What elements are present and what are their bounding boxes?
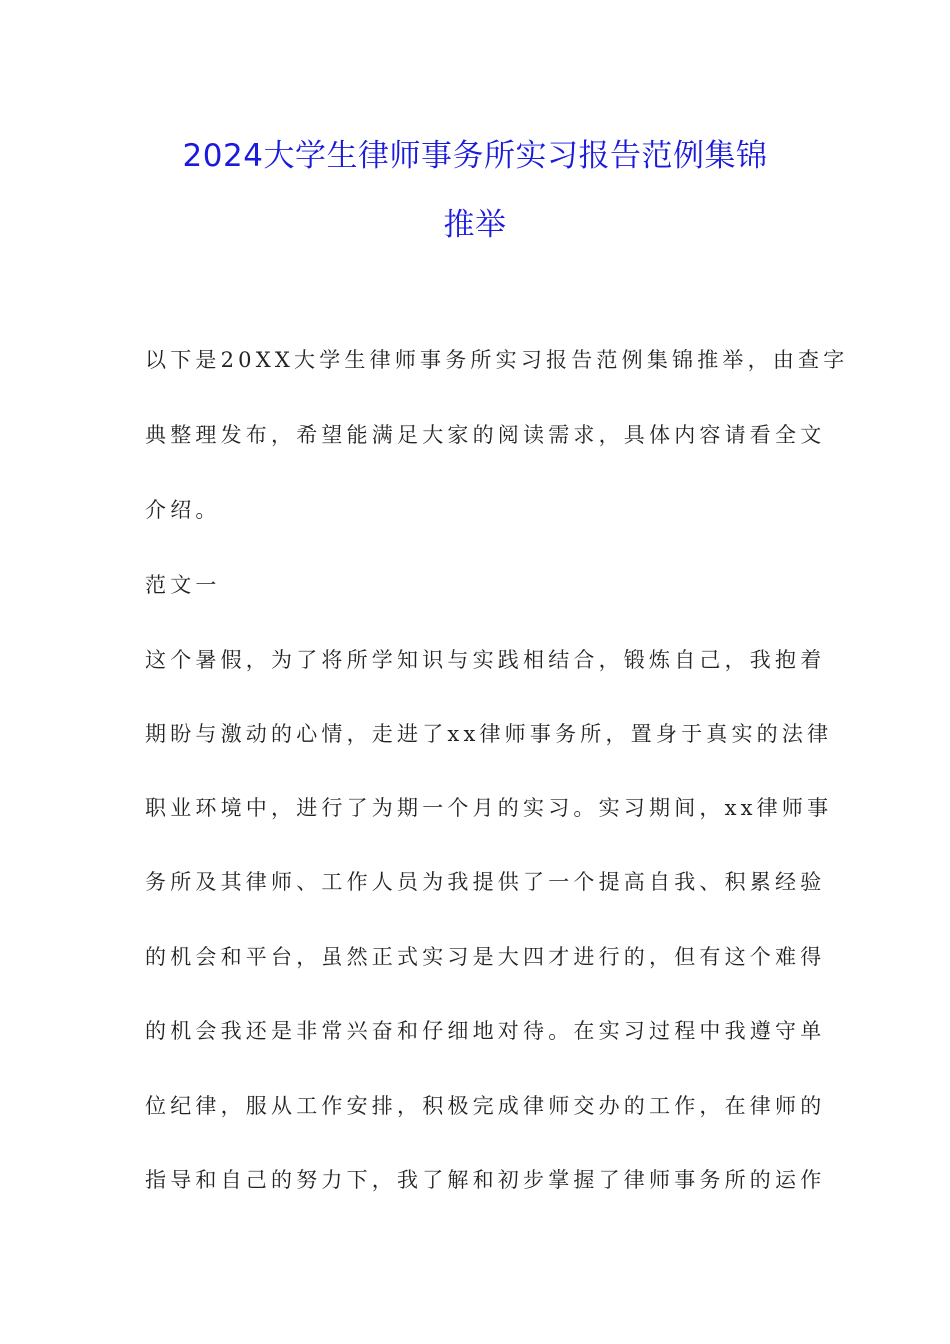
document-title-line-2: 推举 [443,207,507,243]
paragraph-line-5: 的机会和平台，虽然正式实习是大四才进行的，但有这个难得 [145,945,826,969]
paragraph-line-8: 指导和自己的努力下，我了解和初步掌握了律师事务所的运作 [145,1168,826,1192]
paragraph-line-7: 位纪律，服从工作安排，积极完成律师交办的工作，在律师的 [145,1094,826,1118]
paragraph-line-2: 期盼与激动的心情，走进了xx律师事务所，置身于真实的法律 [145,722,833,746]
intro-line-3: 介绍。 [145,498,221,522]
paragraph-line-1: 这个暑假，为了将所学知识与实践相结合，锻炼自己，我抱着 [145,648,826,672]
paragraph-line-4: 务所及其律师、工作人员为我提供了一个提高自我、积累经验 [145,870,826,894]
intro-line-1: 以下是20XX大学生律师事务所实习报告范例集锦推举，由查字 [145,348,849,372]
paragraph-line-6: 的机会我还是非常兴奋和仔细地对待。在实习过程中我遵守单 [145,1019,826,1043]
section-heading: 范文一 [145,573,221,597]
paragraph-line-3: 职业环境中，进行了为期一个月的实习。实习期间，xx律师事 [145,796,833,820]
intro-line-2: 典整理发布，希望能满足大家的阅读需求，具体内容请看全文 [145,423,826,447]
document-title-line-1: 2024大学生律师事务所实习报告范例集锦 [182,138,768,174]
